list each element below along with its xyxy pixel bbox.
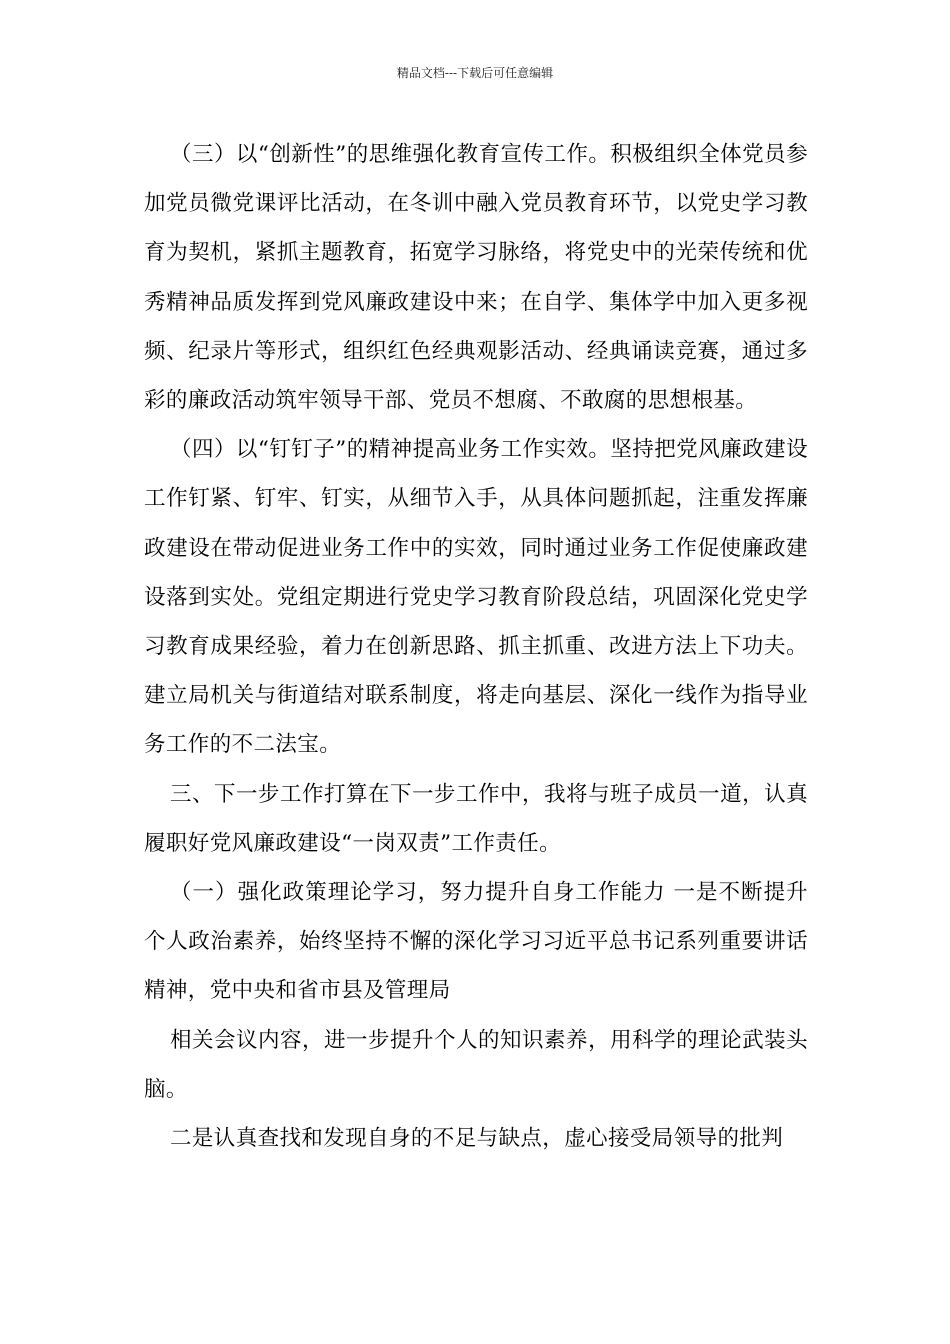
paragraph-self-examination: 二是认真查找和发现自身的不足与缺点，虚心接受局领导的批判 (170, 1126, 784, 1152)
paragraph-meeting-content: 相关会议内容，进一步提升个人的知识素养，用科学的理论武装头脑。 (144, 1027, 808, 1102)
paragraph-innovation-education: （三）以“创新性”的思维强化教育宣传工作。积极组织全体党员参加党员微党课评比活动，在冬训中融入党员教育环节，以党史学习教育为契机，紧抓主题教育，拓宽学习脉络，将党史中的光荣传统和优秀精神品质发挥到党风廉政建设中来；在自学、集体学中加入更多视频、纪录片等形式，组织红色经典观影活动、经典诵读竞赛，通过多彩的廉政活动筑牢领导干部、党员不想腐、不敢腐的思想根基。 (144, 142, 808, 414)
document-body (144, 130, 808, 1163)
paragraph-nail-spirit-work: （四）以“钉钉子”的精神提高业务工作实效。坚持把党风廉政建设工作钉紧、钉牢、钉实，从细节入手，从具体问题抓起，注重发挥廉政建设在带动促进业务工作中的实效，同时通过业务工作促使廉政建设落到实处。党组定期进行党史学习教育阶段总结，巩固深化党史学习教育成果经验，着力在创新思路、抓主抓重、改进方法上下功夫。建立局机关与街道结对联系制度，将走向基层、深化一线作为指导业务工作的不二法宝。 (144, 437, 808, 758)
page-header: 精品文档---下载后可任意编辑 (396, 66, 554, 80)
paragraph-policy-theory-study: （一）强化政策理论学习，努力提升自身工作能力 一是不断提升个人政治素养，始终坚持不懈的深化学习习近平总书记系列重要讲话精神，党中央和省市县及管理局 (144, 880, 808, 1004)
paragraph-next-step-plan: 三、下一步工作打算在下一步工作中，我将与班子成员一道，认真履职好党风廉政建设“一岗双责”工作责任。 (144, 781, 808, 856)
